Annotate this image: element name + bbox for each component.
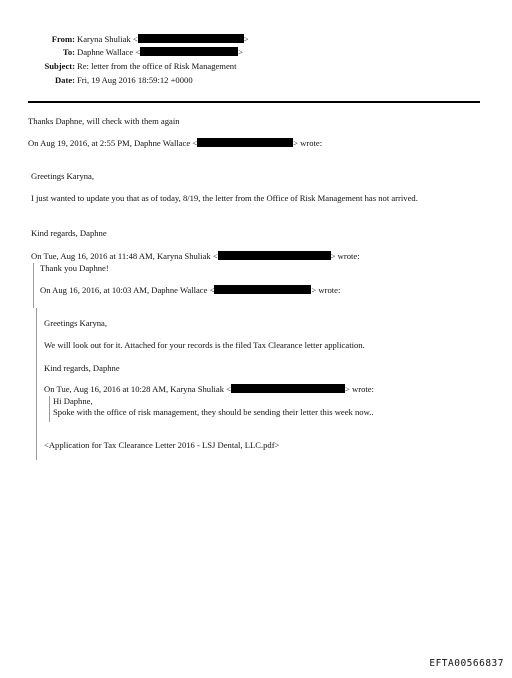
quote-attribution-3: On Aug 16, 2016, at 10:03 AM, Daphne Wallace < > wrote: <box>40 285 341 295</box>
redaction-bar <box>231 384 345 393</box>
quote3-text: We will look out for it. Attached for your records is the filed Tax Clearance letter application. <box>44 340 365 350</box>
quote3-signoff: Kind regards, Daphne <box>44 363 120 373</box>
quote4-greeting: Hi Daphne, <box>53 396 93 406</box>
header-divider <box>28 101 480 103</box>
attachment-link[interactable]: <Application for Tax Clearance Letter 2016 - LSJ Dental, LLC.pdf> <box>44 440 280 450</box>
quote-attribution-1: On Aug 19, 2016, at 2:55 PM, Daphne Wallace < > wrote: <box>28 138 323 148</box>
quote3-greeting: Greetings Karyna, <box>44 318 107 328</box>
subject-value: Re: letter from the office of Risk Management <box>77 61 237 71</box>
quote-bar-2 <box>36 308 37 460</box>
quote1-signoff: Kind regards, Daphne <box>31 228 107 238</box>
to-label: To: <box>62 47 75 57</box>
quote4-text: Spoke with the office of risk management, they should be sending their letter this week now.. <box>53 407 374 417</box>
redaction-bar <box>218 251 331 260</box>
date-value: Fri, 19 Aug 2016 18:59:12 +0000 <box>77 75 193 85</box>
to-value: Daphne Wallace < > <box>77 47 244 57</box>
redaction-bar <box>140 47 238 56</box>
redaction-bar <box>197 138 293 147</box>
quote-bar-3 <box>49 396 50 422</box>
quote2-text: Thank you Daphne! <box>40 263 109 273</box>
reply-text: Thanks Daphne, will check with them again <box>28 116 180 126</box>
quote1-greeting: Greetings Karyna, <box>31 171 94 181</box>
quote1-text: I just wanted to update you that as of today, 8/19, the letter from the Office of Risk Management has not arrived. <box>31 193 418 203</box>
redaction-bar <box>214 285 311 294</box>
quote-bar-1 <box>33 263 34 308</box>
subject-label: Subject: <box>44 61 75 71</box>
from-label: From: <box>51 34 75 44</box>
document-id: EFTA00566837 <box>429 658 504 670</box>
date-label: Date: <box>54 75 75 85</box>
redaction-bar <box>138 34 244 43</box>
quote-attribution-2: On Tue, Aug 16, 2016 at 11:48 AM, Karyna Shuliak < > wrote: <box>31 251 360 261</box>
from-value: Karyna Shuliak < > <box>77 34 249 44</box>
quote-attribution-4: On Tue, Aug 16, 2016 at 10:28 AM, Karyna Shuliak < > wrote: <box>44 384 374 394</box>
